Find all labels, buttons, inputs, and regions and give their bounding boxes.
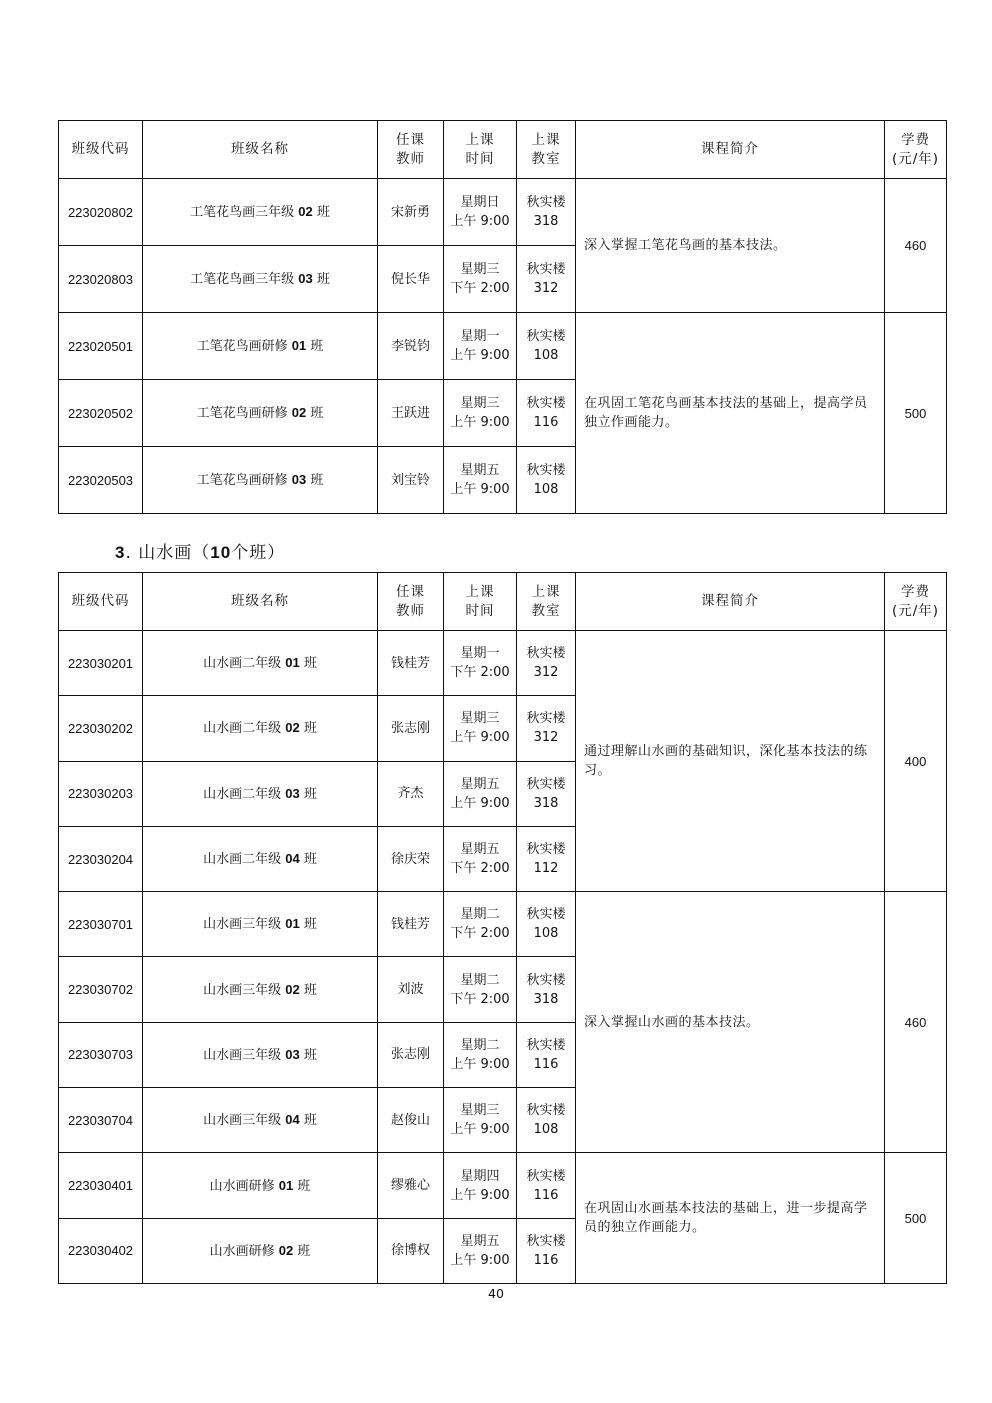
class-name: 工笔花鸟画研修 02 班: [143, 380, 378, 447]
class-time: 星期五 上午 9:00: [444, 761, 517, 826]
class-name: 工笔花鸟画三年级 02 班: [143, 179, 378, 246]
class-room: 秋实楼 318: [517, 179, 576, 246]
teacher-name: 李锐钧: [378, 313, 444, 380]
course-description: 深入掌握工笔花鸟画的基本技法。: [576, 179, 885, 313]
class-time: 星期二 上午 9:00: [444, 1022, 517, 1087]
class-code: 223030701: [59, 892, 143, 957]
table-row: [59, 179, 947, 246]
class-code: 223020803: [59, 246, 143, 313]
table-row: [59, 892, 947, 957]
class-time: 星期三 上午 9:00: [444, 1088, 517, 1153]
class-room: 秋实楼 116: [517, 380, 576, 447]
teacher-name: 钱桂芳: [378, 631, 444, 696]
class-time: 星期一 上午 9:00: [444, 313, 517, 380]
class-table-gongbi: [58, 120, 947, 514]
class-time: 星期二 下午 2:00: [444, 892, 517, 957]
class-time: 星期五 上午 9:00: [444, 447, 517, 514]
teacher-name: 钱桂芳: [378, 892, 444, 957]
header-teacher: 任课 教师: [378, 573, 444, 631]
class-code: 223020503: [59, 447, 143, 514]
class-name: 山水画研修 02 班: [143, 1218, 378, 1283]
class-code: 223030402: [59, 1218, 143, 1283]
class-room: 秋实楼 108: [517, 447, 576, 514]
header-class-code: 班级代码: [59, 121, 143, 179]
class-time: 星期三 上午 9:00: [444, 696, 517, 761]
class-name: 山水画三年级 04 班: [143, 1088, 378, 1153]
class-time: 星期二 下午 2:00: [444, 957, 517, 1022]
header-fee: 学费 (元/年): [885, 121, 947, 179]
class-room: 秋实楼 312: [517, 631, 576, 696]
class-time: 星期五 下午 2:00: [444, 826, 517, 891]
class-code: 223020502: [59, 380, 143, 447]
class-name: 山水画二年级 04 班: [143, 826, 378, 891]
header-class-code: 班级代码: [59, 573, 143, 631]
class-code: 223020802: [59, 179, 143, 246]
class-name: 山水画研修 01 班: [143, 1153, 378, 1218]
class-room: 秋实楼 112: [517, 826, 576, 891]
header-teacher: 任课 教师: [378, 121, 444, 179]
class-code: 223030401: [59, 1153, 143, 1218]
header-fee: 学费 (元/年): [885, 573, 947, 631]
teacher-name: 刘宝铃: [378, 447, 444, 514]
class-code: 223030202: [59, 696, 143, 761]
class-room: 秋实楼 116: [517, 1153, 576, 1218]
class-name: 工笔花鸟画研修 01 班: [143, 313, 378, 380]
class-name: 山水画二年级 02 班: [143, 696, 378, 761]
class-time: 星期日 上午 9:00: [444, 179, 517, 246]
header-time: 上课 时间: [444, 121, 517, 179]
teacher-name: 赵俊山: [378, 1088, 444, 1153]
class-code: 223030203: [59, 761, 143, 826]
header-intro: 课程简介: [576, 573, 885, 631]
class-time: 星期四 上午 9:00: [444, 1153, 517, 1218]
teacher-name: 齐杰: [378, 761, 444, 826]
tuition-fee: 500: [885, 313, 947, 514]
table-row: [59, 313, 947, 380]
class-code: 223030703: [59, 1022, 143, 1087]
teacher-name: 王跃进: [378, 380, 444, 447]
teacher-name: 张志刚: [378, 696, 444, 761]
table-header-row: [59, 573, 947, 631]
course-description: 通过理解山水画的基础知识，深化基本技法的练习。: [576, 631, 885, 892]
class-code: 223020501: [59, 313, 143, 380]
class-time: 星期五 上午 9:00: [444, 1218, 517, 1283]
section-heading: 3. 山水画（10个班）: [115, 543, 286, 563]
header-class-name: 班级名称: [143, 573, 378, 631]
class-room: 秋实楼 318: [517, 761, 576, 826]
teacher-name: 倪长华: [378, 246, 444, 313]
table-row: [59, 1153, 947, 1218]
class-name: 山水画三年级 01 班: [143, 892, 378, 957]
class-room: 秋实楼 312: [517, 696, 576, 761]
class-code: 223030704: [59, 1088, 143, 1153]
header-room: 上课 教室: [517, 121, 576, 179]
class-room: 秋实楼 312: [517, 246, 576, 313]
table-header-row: [59, 121, 947, 179]
class-room: 秋实楼 108: [517, 1088, 576, 1153]
class-code: 223030702: [59, 957, 143, 1022]
class-table-shanshui: [58, 572, 947, 1284]
course-description: 在巩固山水画基本技法的基础上，进一步提高学员的独立作画能力。: [576, 1153, 885, 1284]
class-time: 星期三 上午 9:00: [444, 380, 517, 447]
class-code: 223030201: [59, 631, 143, 696]
class-name: 工笔花鸟画研修 03 班: [143, 447, 378, 514]
tuition-fee: 500: [885, 1153, 947, 1284]
class-room: 秋实楼 116: [517, 1022, 576, 1087]
header-class-name: 班级名称: [143, 121, 378, 179]
class-code: 223030204: [59, 826, 143, 891]
teacher-name: 徐庆荣: [378, 826, 444, 891]
header-time: 上课 时间: [444, 573, 517, 631]
tuition-fee: 400: [885, 631, 947, 892]
class-name: 山水画三年级 03 班: [143, 1022, 378, 1087]
class-room: 秋实楼 116: [517, 1218, 576, 1283]
tuition-fee: 460: [885, 179, 947, 313]
class-name: 山水画三年级 02 班: [143, 957, 378, 1022]
class-room: 秋实楼 108: [517, 892, 576, 957]
course-description: 深入掌握山水画的基本技法。: [576, 892, 885, 1153]
class-name: 山水画二年级 03 班: [143, 761, 378, 826]
course-description: 在巩固工笔花鸟画基本技法的基础上，提高学员独立作画能力。: [576, 313, 885, 514]
teacher-name: 刘波: [378, 957, 444, 1022]
class-name: 山水画二年级 01 班: [143, 631, 378, 696]
teacher-name: 宋新勇: [378, 179, 444, 246]
class-room: 秋实楼 108: [517, 313, 576, 380]
tuition-fee: 460: [885, 892, 947, 1153]
page-number: 40: [488, 1286, 504, 1301]
class-time: 星期一 下午 2:00: [444, 631, 517, 696]
teacher-name: 张志刚: [378, 1022, 444, 1087]
table-row: [59, 631, 947, 696]
class-room: 秋实楼 318: [517, 957, 576, 1022]
header-room: 上课 教室: [517, 573, 576, 631]
header-intro: 课程简介: [576, 121, 885, 179]
class-time: 星期三 下午 2:00: [444, 246, 517, 313]
teacher-name: 缪雅心: [378, 1153, 444, 1218]
class-name: 工笔花鸟画三年级 03 班: [143, 246, 378, 313]
teacher-name: 徐博权: [378, 1218, 444, 1283]
